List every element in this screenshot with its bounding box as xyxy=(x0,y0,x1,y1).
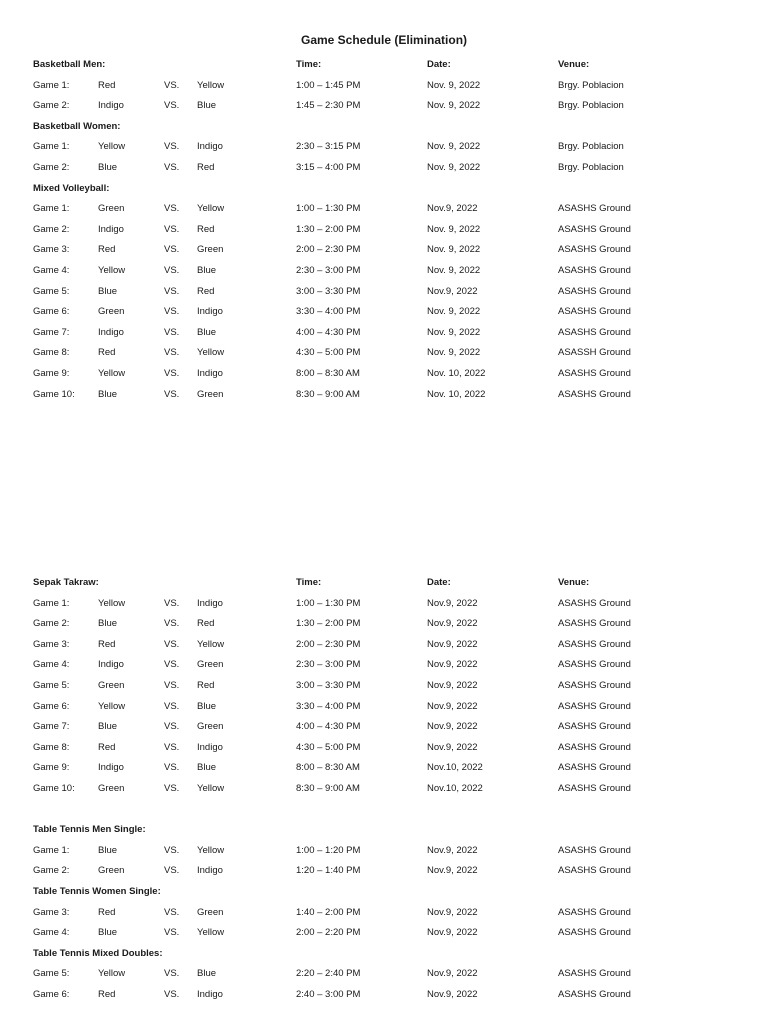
team-2: Red xyxy=(197,161,215,173)
team-1: Green xyxy=(98,679,125,691)
game-time: 1:20 – 1:40 PM xyxy=(296,865,361,877)
game-time: 3:30 – 4:00 PM xyxy=(296,700,361,712)
game-venue: ASASHS Ground xyxy=(558,306,631,318)
team-1: Yellow xyxy=(98,141,126,153)
game-number: Game 5: xyxy=(33,285,70,297)
event-heading-row xyxy=(0,882,768,903)
game-date: Nov.9, 2022 xyxy=(427,927,478,939)
game-venue: ASASHS Ground xyxy=(558,285,631,297)
versus-label: VS. xyxy=(164,367,180,379)
game-date: Nov.9, 2022 xyxy=(427,721,478,733)
team-2: Green xyxy=(197,659,224,671)
game-date: Nov.9, 2022 xyxy=(427,700,478,712)
team-2: Red xyxy=(197,679,215,691)
game-number: Game 4: xyxy=(33,927,70,939)
game-number: Game 9: xyxy=(33,762,70,774)
game-number: Game 2: xyxy=(33,618,70,630)
versus-label: VS. xyxy=(164,679,180,691)
team-2: Indigo xyxy=(197,741,223,753)
game-number: Game 6: xyxy=(33,700,70,712)
game-date: Nov. 9, 2022 xyxy=(427,79,481,91)
team-1: Green xyxy=(98,865,125,877)
versus-label: VS. xyxy=(164,721,180,733)
team-2: Indigo xyxy=(197,141,223,153)
page-title: Game Schedule (Elimination) xyxy=(300,33,468,47)
game-time: 4:30 – 5:00 PM xyxy=(296,347,361,359)
event-heading: Basketball Women: xyxy=(33,120,121,132)
game-date: Nov.9, 2022 xyxy=(427,203,478,215)
game-row xyxy=(0,220,768,241)
game-number: Game 9: xyxy=(33,367,70,379)
team-1: Yellow xyxy=(98,700,126,712)
game-row xyxy=(0,841,768,862)
game-row xyxy=(0,635,768,656)
venue-header: Venue: xyxy=(558,59,590,70)
game-time: 8:30 – 9:00 AM xyxy=(296,388,360,400)
team-2: Red xyxy=(197,223,215,235)
game-row xyxy=(0,343,768,364)
game-time: 4:30 – 5:00 PM xyxy=(296,741,361,753)
event-heading: Table Tennis Mixed Doubles: xyxy=(33,947,163,959)
game-row xyxy=(0,158,768,179)
game-date: Nov. 9, 2022 xyxy=(427,347,481,359)
event-heading: Mixed Volleyball: xyxy=(33,182,110,194)
versus-label: VS. xyxy=(164,597,180,609)
game-time: 3:00 – 3:30 PM xyxy=(296,679,361,691)
game-venue: ASASHS Ground xyxy=(558,618,631,630)
game-venue: ASASHS Ground xyxy=(558,203,631,215)
game-time: 1:00 – 1:30 PM xyxy=(296,597,361,609)
game-row xyxy=(0,96,768,117)
game-date: Nov. 10, 2022 xyxy=(427,367,486,379)
game-time: 1:00 – 1:30 PM xyxy=(296,203,361,215)
game-time: 1:30 – 2:00 PM xyxy=(296,618,361,630)
team-1: Blue xyxy=(98,618,118,630)
game-row xyxy=(0,282,768,303)
team-2: Yellow xyxy=(197,79,225,91)
game-venue: ASASHS Ground xyxy=(558,844,631,856)
game-date: Nov. 9, 2022 xyxy=(427,100,481,112)
game-date: Nov.9, 2022 xyxy=(427,988,478,1000)
team-2: Blue xyxy=(197,968,217,980)
game-time: 1:40 – 2:00 PM xyxy=(296,906,361,918)
team-1: Indigo xyxy=(98,100,124,112)
game-date: Nov.10, 2022 xyxy=(427,762,483,774)
game-row xyxy=(0,199,768,220)
game-row xyxy=(0,964,768,985)
team-1: Red xyxy=(98,79,116,91)
game-number: Game 1: xyxy=(33,79,70,91)
team-1: Blue xyxy=(98,721,118,733)
game-venue: Brgy. Poblacion xyxy=(558,100,624,112)
versus-label: VS. xyxy=(164,223,180,235)
team-2: Yellow xyxy=(197,638,225,650)
game-venue: ASASHS Ground xyxy=(558,741,631,753)
event-heading-row xyxy=(0,55,768,76)
game-venue: ASASHS Ground xyxy=(558,700,631,712)
game-time: 2:30 – 3:00 PM xyxy=(296,264,361,276)
team-2: Yellow xyxy=(197,347,225,359)
event-heading: Table Tennis Men Single: xyxy=(33,824,146,836)
game-venue: ASASHS Ground xyxy=(558,782,631,794)
game-date: Nov. 9, 2022 xyxy=(427,161,481,173)
game-venue: ASASHS Ground xyxy=(558,326,631,338)
game-time: 1:00 – 1:45 PM xyxy=(296,79,361,91)
game-number: Game 2: xyxy=(33,865,70,877)
game-venue: ASASHS Ground xyxy=(558,927,631,939)
team-2: Green xyxy=(197,721,224,733)
team-2: Green xyxy=(197,906,224,918)
team-2: Yellow xyxy=(197,927,225,939)
game-venue: ASASHS Ground xyxy=(558,865,631,877)
game-venue: Brgy. Poblacion xyxy=(558,141,624,153)
game-number: Game 3: xyxy=(33,906,70,918)
game-number: Game 3: xyxy=(33,638,70,650)
game-time: 8:00 – 8:30 AM xyxy=(296,367,360,379)
game-date: Nov.9, 2022 xyxy=(427,638,478,650)
game-time: 3:30 – 4:00 PM xyxy=(296,306,361,318)
game-venue: ASASSH Ground xyxy=(558,347,631,359)
game-time: 1:30 – 2:00 PM xyxy=(296,223,361,235)
team-2: Blue xyxy=(197,264,217,276)
event-heading: Table Tennis Women Single: xyxy=(33,885,161,897)
versus-label: VS. xyxy=(164,865,180,877)
game-date: Nov. 9, 2022 xyxy=(427,306,481,318)
event-heading-row xyxy=(0,117,768,138)
versus-label: VS. xyxy=(164,741,180,753)
game-row xyxy=(0,302,768,323)
game-number: Game 4: xyxy=(33,264,70,276)
team-2: Indigo xyxy=(197,367,223,379)
game-time: 2:00 – 2:30 PM xyxy=(296,244,361,256)
game-number: Game 4: xyxy=(33,659,70,671)
game-number: Game 6: xyxy=(33,306,70,318)
game-venue: ASASHS Ground xyxy=(558,762,631,774)
game-number: Game 5: xyxy=(33,968,70,980)
game-date: Nov. 9, 2022 xyxy=(427,244,481,256)
game-time: 1:45 – 2:30 PM xyxy=(296,100,361,112)
versus-label: VS. xyxy=(164,927,180,939)
game-number: Game 7: xyxy=(33,326,70,338)
event-heading-row xyxy=(0,944,768,965)
game-row xyxy=(0,655,768,676)
team-1: Indigo xyxy=(98,223,124,235)
date-header: Date: xyxy=(427,577,451,588)
event-heading: Basketball Men: xyxy=(33,59,106,70)
game-number: Game 2: xyxy=(33,161,70,173)
game-venue: ASASHS Ground xyxy=(558,988,631,1000)
team-1: Yellow xyxy=(98,264,126,276)
game-row xyxy=(0,758,768,779)
game-venue: ASASHS Ground xyxy=(558,906,631,918)
versus-label: VS. xyxy=(164,762,180,774)
game-venue: ASASHS Ground xyxy=(558,679,631,691)
versus-label: VS. xyxy=(164,906,180,918)
game-date: Nov.10, 2022 xyxy=(427,782,483,794)
versus-label: VS. xyxy=(164,244,180,256)
game-row xyxy=(0,385,768,406)
versus-label: VS. xyxy=(164,161,180,173)
game-number: Game 1: xyxy=(33,597,70,609)
game-row xyxy=(0,697,768,718)
event-heading-row xyxy=(0,820,768,841)
schedule-section xyxy=(0,55,768,405)
team-1: Indigo xyxy=(98,762,124,774)
versus-label: VS. xyxy=(164,700,180,712)
versus-label: VS. xyxy=(164,264,180,276)
team-1: Red xyxy=(98,988,116,1000)
team-2: Green xyxy=(197,388,224,400)
game-number: Game 1: xyxy=(33,844,70,856)
game-number: Game 3: xyxy=(33,244,70,256)
game-row xyxy=(0,676,768,697)
game-time: 2:30 – 3:15 PM xyxy=(296,141,361,153)
game-venue: ASASHS Ground xyxy=(558,264,631,276)
versus-label: VS. xyxy=(164,347,180,359)
versus-label: VS. xyxy=(164,659,180,671)
game-row xyxy=(0,137,768,158)
team-1: Yellow xyxy=(98,367,126,379)
team-2: Blue xyxy=(197,326,217,338)
game-number: Game 1: xyxy=(33,141,70,153)
event-heading-row xyxy=(0,179,768,200)
game-time: 2:00 – 2:30 PM xyxy=(296,638,361,650)
game-date: Nov.9, 2022 xyxy=(427,906,478,918)
team-1: Blue xyxy=(98,285,118,297)
versus-label: VS. xyxy=(164,79,180,91)
game-venue: Brgy. Poblacion xyxy=(558,161,624,173)
game-date: Nov. 9, 2022 xyxy=(427,141,481,153)
game-row xyxy=(0,594,768,615)
game-date: Nov.9, 2022 xyxy=(427,618,478,630)
game-row xyxy=(0,240,768,261)
game-number: Game 8: xyxy=(33,741,70,753)
team-1: Red xyxy=(98,347,116,359)
team-1: Indigo xyxy=(98,326,124,338)
versus-label: VS. xyxy=(164,388,180,400)
versus-label: VS. xyxy=(164,638,180,650)
game-row xyxy=(0,923,768,944)
team-2: Yellow xyxy=(197,782,225,794)
game-date: Nov. 9, 2022 xyxy=(427,264,481,276)
game-row xyxy=(0,614,768,635)
team-1: Blue xyxy=(98,388,118,400)
team-1: Green xyxy=(98,782,125,794)
team-2: Red xyxy=(197,618,215,630)
venue-header: Venue: xyxy=(558,577,590,588)
game-venue: ASASHS Ground xyxy=(558,388,631,400)
game-date: Nov.9, 2022 xyxy=(427,659,478,671)
game-number: Game 5: xyxy=(33,679,70,691)
game-row xyxy=(0,364,768,385)
game-number: Game 7: xyxy=(33,721,70,733)
game-row xyxy=(0,717,768,738)
game-venue: ASASHS Ground xyxy=(558,659,631,671)
game-number: Game 6: xyxy=(33,988,70,1000)
versus-label: VS. xyxy=(164,844,180,856)
game-row xyxy=(0,738,768,759)
team-1: Yellow xyxy=(98,968,126,980)
time-header: Time: xyxy=(296,577,322,588)
game-time: 4:00 – 4:30 PM xyxy=(296,326,361,338)
versus-label: VS. xyxy=(164,618,180,630)
versus-label: VS. xyxy=(164,141,180,153)
game-time: 4:00 – 4:30 PM xyxy=(296,721,361,733)
game-date: Nov. 10, 2022 xyxy=(427,388,486,400)
game-row xyxy=(0,261,768,282)
game-number: Game 10: xyxy=(33,782,75,794)
versus-label: VS. xyxy=(164,100,180,112)
game-venue: ASASHS Ground xyxy=(558,223,631,235)
game-date: Nov. 9, 2022 xyxy=(427,326,481,338)
team-2: Yellow xyxy=(197,844,225,856)
game-date: Nov. 9, 2022 xyxy=(427,223,481,235)
team-2: Green xyxy=(197,244,224,256)
team-2: Blue xyxy=(197,762,217,774)
team-1: Red xyxy=(98,244,116,256)
versus-label: VS. xyxy=(164,988,180,1000)
game-time: 3:15 – 4:00 PM xyxy=(296,161,361,173)
game-row xyxy=(0,985,768,1006)
team-1: Blue xyxy=(98,844,118,856)
game-date: Nov.9, 2022 xyxy=(427,679,478,691)
team-1: Blue xyxy=(98,927,118,939)
game-date: Nov.9, 2022 xyxy=(427,865,478,877)
game-number: Game 10: xyxy=(33,388,75,400)
game-venue: ASASHS Ground xyxy=(558,721,631,733)
event-heading: Sepak Takraw: xyxy=(33,577,99,588)
versus-label: VS. xyxy=(164,326,180,338)
game-date: Nov.9, 2022 xyxy=(427,285,478,297)
game-number: Game 2: xyxy=(33,223,70,235)
team-1: Yellow xyxy=(98,597,126,609)
date-header: Date: xyxy=(427,59,451,70)
spacer xyxy=(0,800,768,821)
game-time: 3:00 – 3:30 PM xyxy=(296,285,361,297)
game-venue: ASASHS Ground xyxy=(558,638,631,650)
game-number: Game 1: xyxy=(33,203,70,215)
game-row xyxy=(0,903,768,924)
team-2: Yellow xyxy=(197,203,225,215)
team-1: Red xyxy=(98,638,116,650)
team-2: Blue xyxy=(197,700,217,712)
versus-label: VS. xyxy=(164,968,180,980)
game-number: Game 2: xyxy=(33,100,70,112)
versus-label: VS. xyxy=(164,285,180,297)
game-time: 1:00 – 1:20 PM xyxy=(296,844,361,856)
game-row xyxy=(0,779,768,800)
versus-label: VS. xyxy=(164,306,180,318)
event-heading-row xyxy=(0,573,768,594)
game-time: 8:30 – 9:00 AM xyxy=(296,782,360,794)
team-1: Green xyxy=(98,306,125,318)
team-1: Indigo xyxy=(98,659,124,671)
game-date: Nov.9, 2022 xyxy=(427,844,478,856)
game-venue: Brgy. Poblacion xyxy=(558,79,624,91)
game-date: Nov.9, 2022 xyxy=(427,597,478,609)
game-venue: ASASHS Ground xyxy=(558,597,631,609)
team-1: Blue xyxy=(98,161,118,173)
team-1: Red xyxy=(98,906,116,918)
game-date: Nov.9, 2022 xyxy=(427,741,478,753)
game-time: 2:20 – 2:40 PM xyxy=(296,968,361,980)
schedule-section xyxy=(0,573,768,1005)
game-date: Nov.9, 2022 xyxy=(427,968,478,980)
team-2: Indigo xyxy=(197,988,223,1000)
versus-label: VS. xyxy=(164,203,180,215)
game-time: 2:40 – 3:00 PM xyxy=(296,988,361,1000)
game-row xyxy=(0,76,768,97)
team-2: Indigo xyxy=(197,306,223,318)
team-2: Red xyxy=(197,285,215,297)
team-2: Indigo xyxy=(197,597,223,609)
game-row xyxy=(0,323,768,344)
time-header: Time: xyxy=(296,59,322,70)
team-1: Red xyxy=(98,741,116,753)
game-time: 2:00 – 2:20 PM xyxy=(296,927,361,939)
game-time: 2:30 – 3:00 PM xyxy=(296,659,361,671)
team-2: Indigo xyxy=(197,865,223,877)
versus-label: VS. xyxy=(164,782,180,794)
game-venue: ASASHS Ground xyxy=(558,244,631,256)
team-1: Green xyxy=(98,203,125,215)
team-2: Blue xyxy=(197,100,217,112)
game-venue: ASASHS Ground xyxy=(558,367,631,379)
game-row xyxy=(0,861,768,882)
game-venue: ASASHS Ground xyxy=(558,968,631,980)
game-time: 8:00 – 8:30 AM xyxy=(296,762,360,774)
game-number: Game 8: xyxy=(33,347,70,359)
